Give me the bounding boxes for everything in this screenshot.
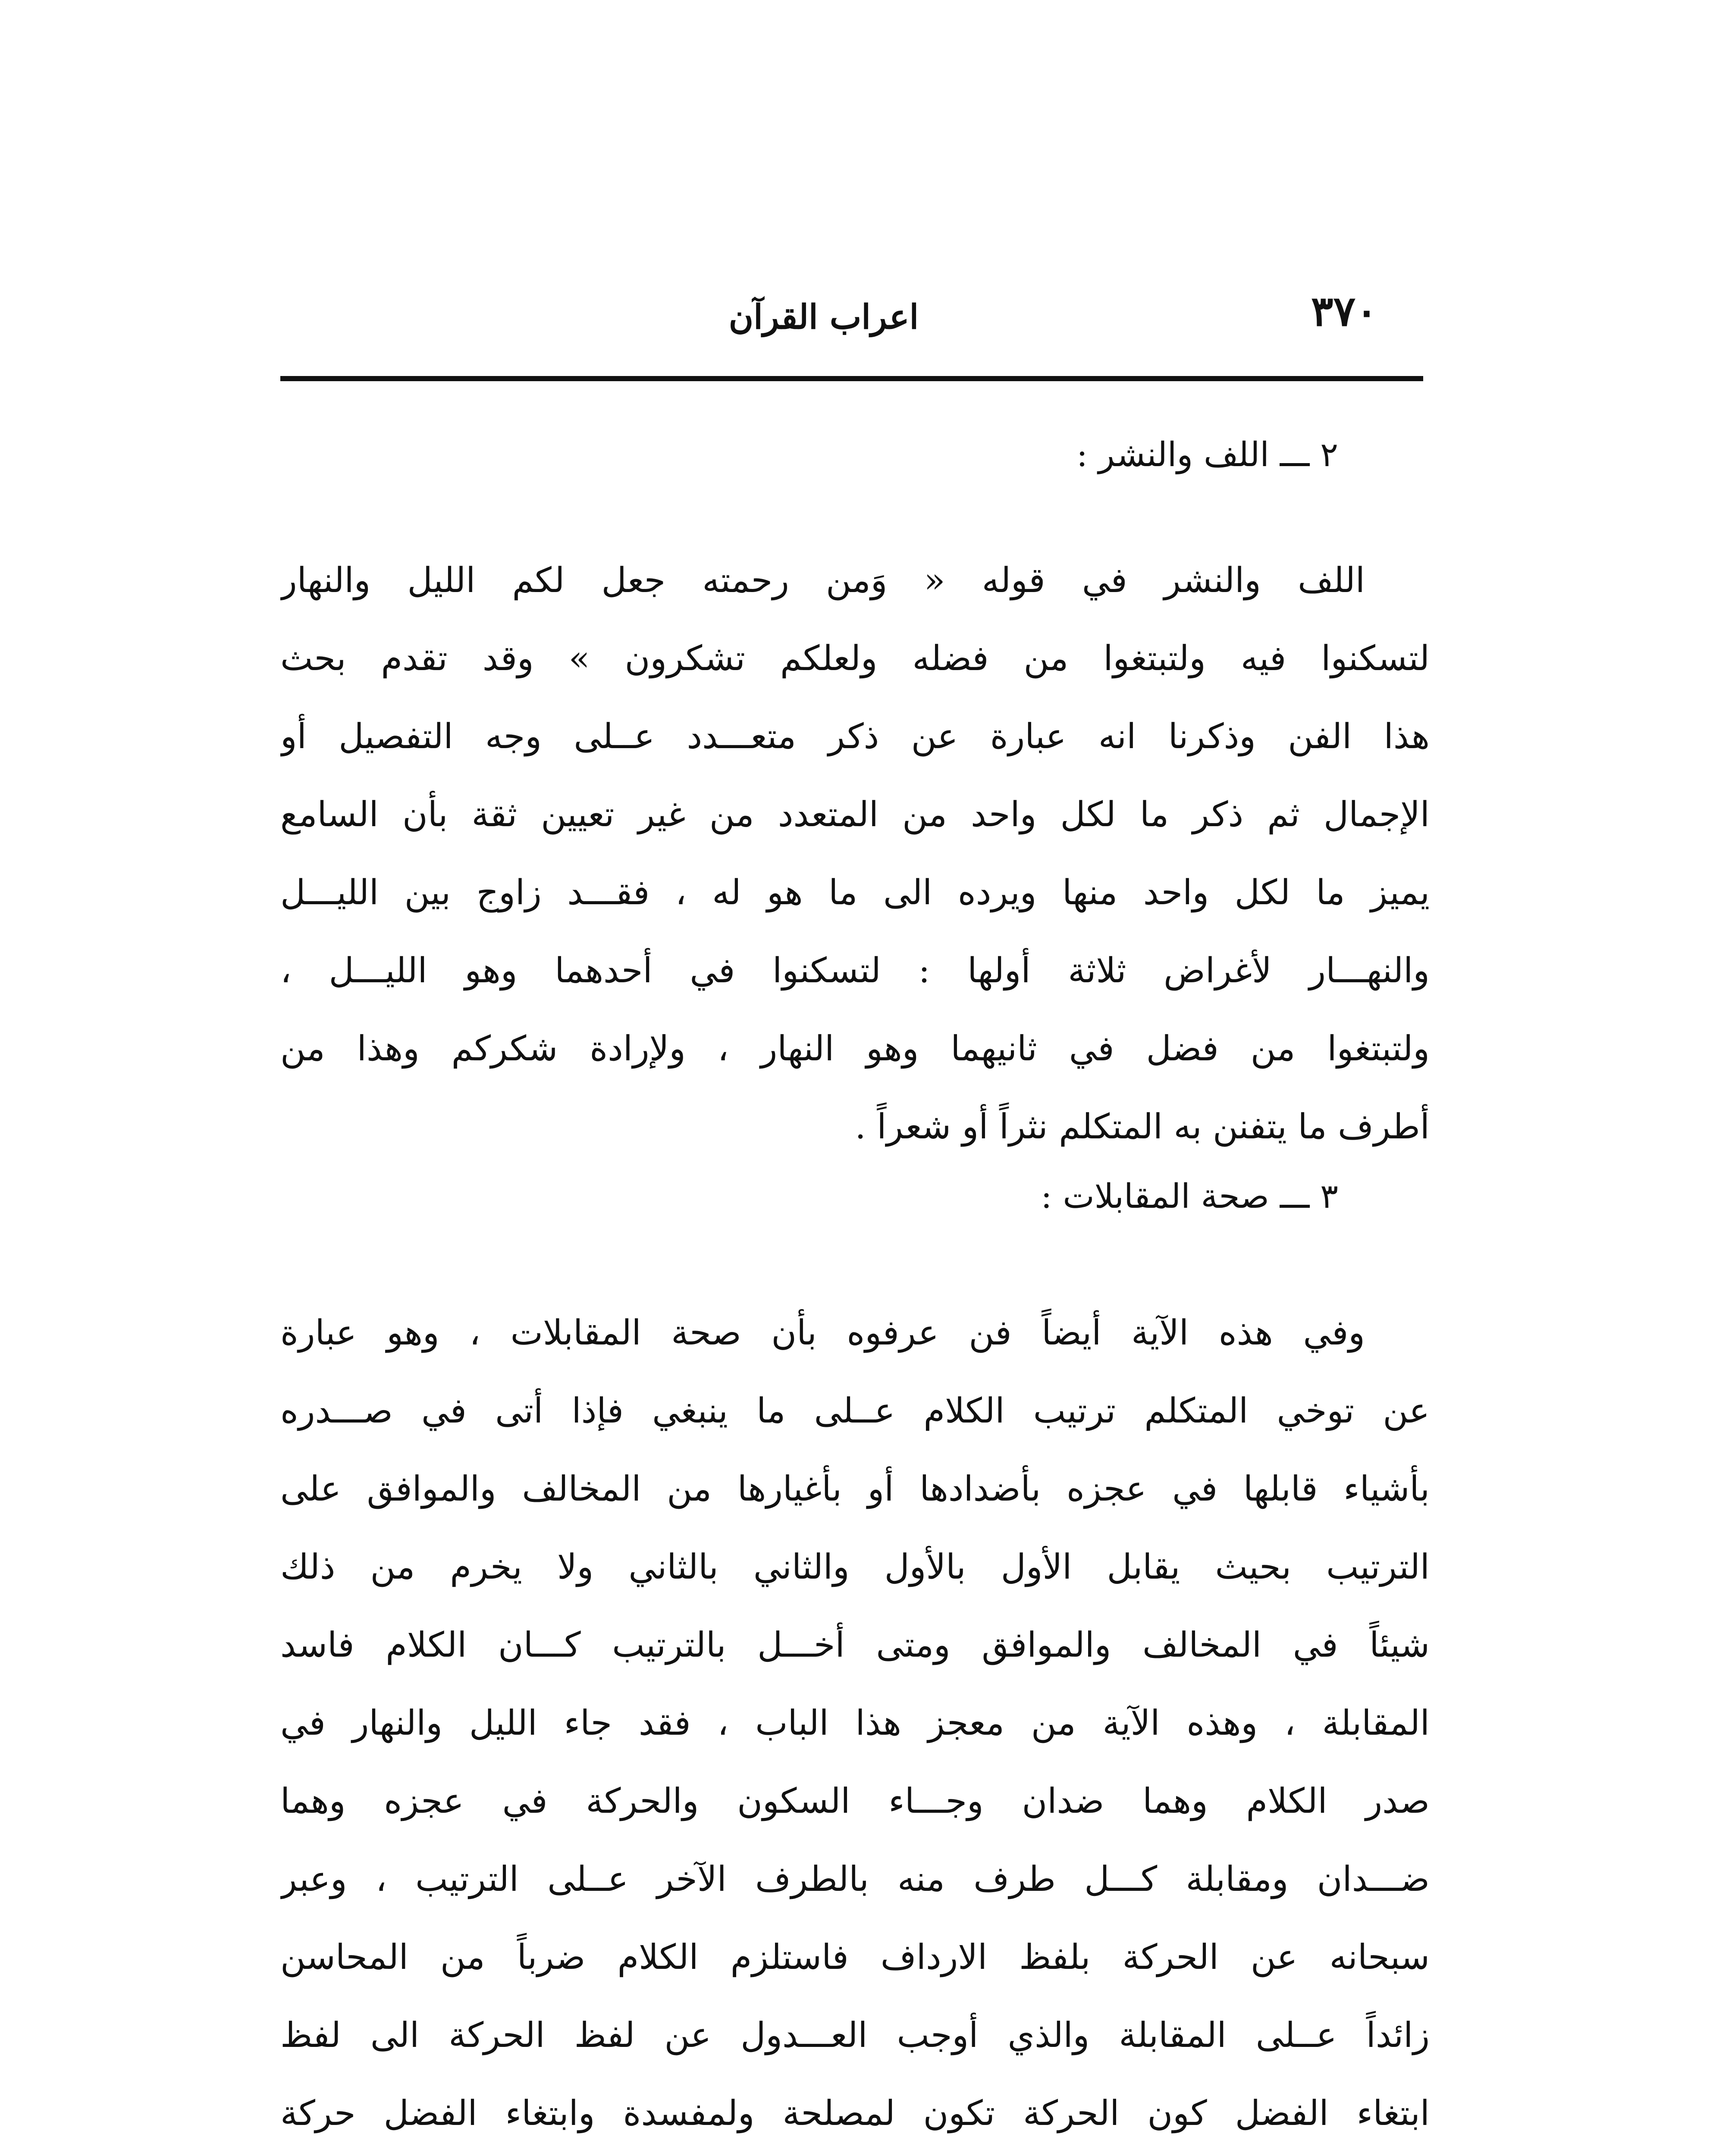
paragraph-line: وفي هذه الآية أيضاً فن عرفوه بأن صحة المقابلات ، وهو عبارة (280, 1313, 1365, 1353)
paragraph-line: لتسكنوا فيه ولتبتغوا من فضله ولعلكم تشكرون » وقد تقدم بحث (280, 638, 1430, 678)
paragraph-line: سبحانه عن الحركة بلفظ الارداف فاستلزم الكلام ضرباً من المحاسن (280, 1937, 1430, 1977)
paragraph-line: عن توخي المتكلم ترتيب الكلام عــلى ما ينبغي فإذا أتى في صـــدره (280, 1391, 1430, 1431)
paragraph-line: أطرف ما يتفنن به المتكلم نثراً أو شعراً . (855, 1106, 1430, 1147)
running-title: اعراب القرآن (728, 298, 919, 337)
paragraph-line: ضـــدان ومقابلة كـــل طرف منه بالطرف الآخر عــلى الترتيب ، وعبر (280, 1859, 1430, 1899)
paragraph-line: ولتبتغوا من فضل في ثانيهما وهو النهار ، ولإرادة شكركم وهذا من (280, 1028, 1430, 1069)
paragraph-line: اللف والنشر في قوله « وَمن رحمته جعل لكم الليل والنهار (280, 560, 1365, 600)
paragraph-line (280, 2152, 1430, 2156)
paragraph-line: بأشياء قابلها في عجزه بأضدادها أو بأغيارها من المخالف والموافق على (280, 1469, 1430, 1509)
paragraph-line: المقابلة ، وهذه الآية من معجز هذا الباب ، فقد جاء الليل والنهار في (280, 1703, 1430, 1743)
section-heading-sihhat-al-muqabalat: ٣ ـــ صحة المقابلات : (1041, 1177, 1338, 1216)
page-number: ٣٧٠ (1311, 287, 1378, 335)
paragraph-laf-wa-nashr (280, 541, 1430, 1166)
section-heading-laf-wa-nashr: ٢ ـــ اللف والنشر : (1076, 436, 1338, 474)
paragraph-line: الإجمال ثم ذكر ما لكل واحد من المتعدد من غير تعيين ثقة بأن السامع (280, 794, 1430, 834)
paragraph-line: ابتغاء الفضل كون الحركة تكون لمصلحة ولمفسدة وابتغاء الفضل حركة (280, 2093, 1430, 2133)
paragraph-line: يميز ما لكل واحد منها ويرده الى ما هو له ، فقـــد زاوج بين الليـــل (280, 872, 1430, 912)
paragraph-line: صدر الكلام وهما ضدان وجـــاء السكون والحركة في عجزه وهما (280, 1781, 1430, 1821)
paragraph-line: الترتيب بحيث يقابل الأول بالأول والثاني بالثاني ولا يخرم من ذلك (280, 1547, 1430, 1587)
paragraph-sihhat-al-muqabalat (280, 1294, 1430, 2156)
paragraph-line: والنهـــار لأغراض ثلاثة أولها : لتسكنوا في أحدهما وهو الليـــل ، (280, 950, 1430, 990)
paragraph-line: هذا الفن وذكرنا انه عبارة عن ذكر متعـــدد عــلى وجه التفصيل أو (280, 716, 1430, 756)
paragraph-line: زائداً عــلى المقابلة والذي أوجب العـــدول عن لفظ الحركة الى لفظ (280, 2015, 1430, 2055)
header-rule (280, 376, 1423, 381)
paragraph-line: شيئاً في المخالف والموافق ومتى أخـــل بالترتيب كـــان الكلام فاسد (280, 1625, 1430, 1665)
